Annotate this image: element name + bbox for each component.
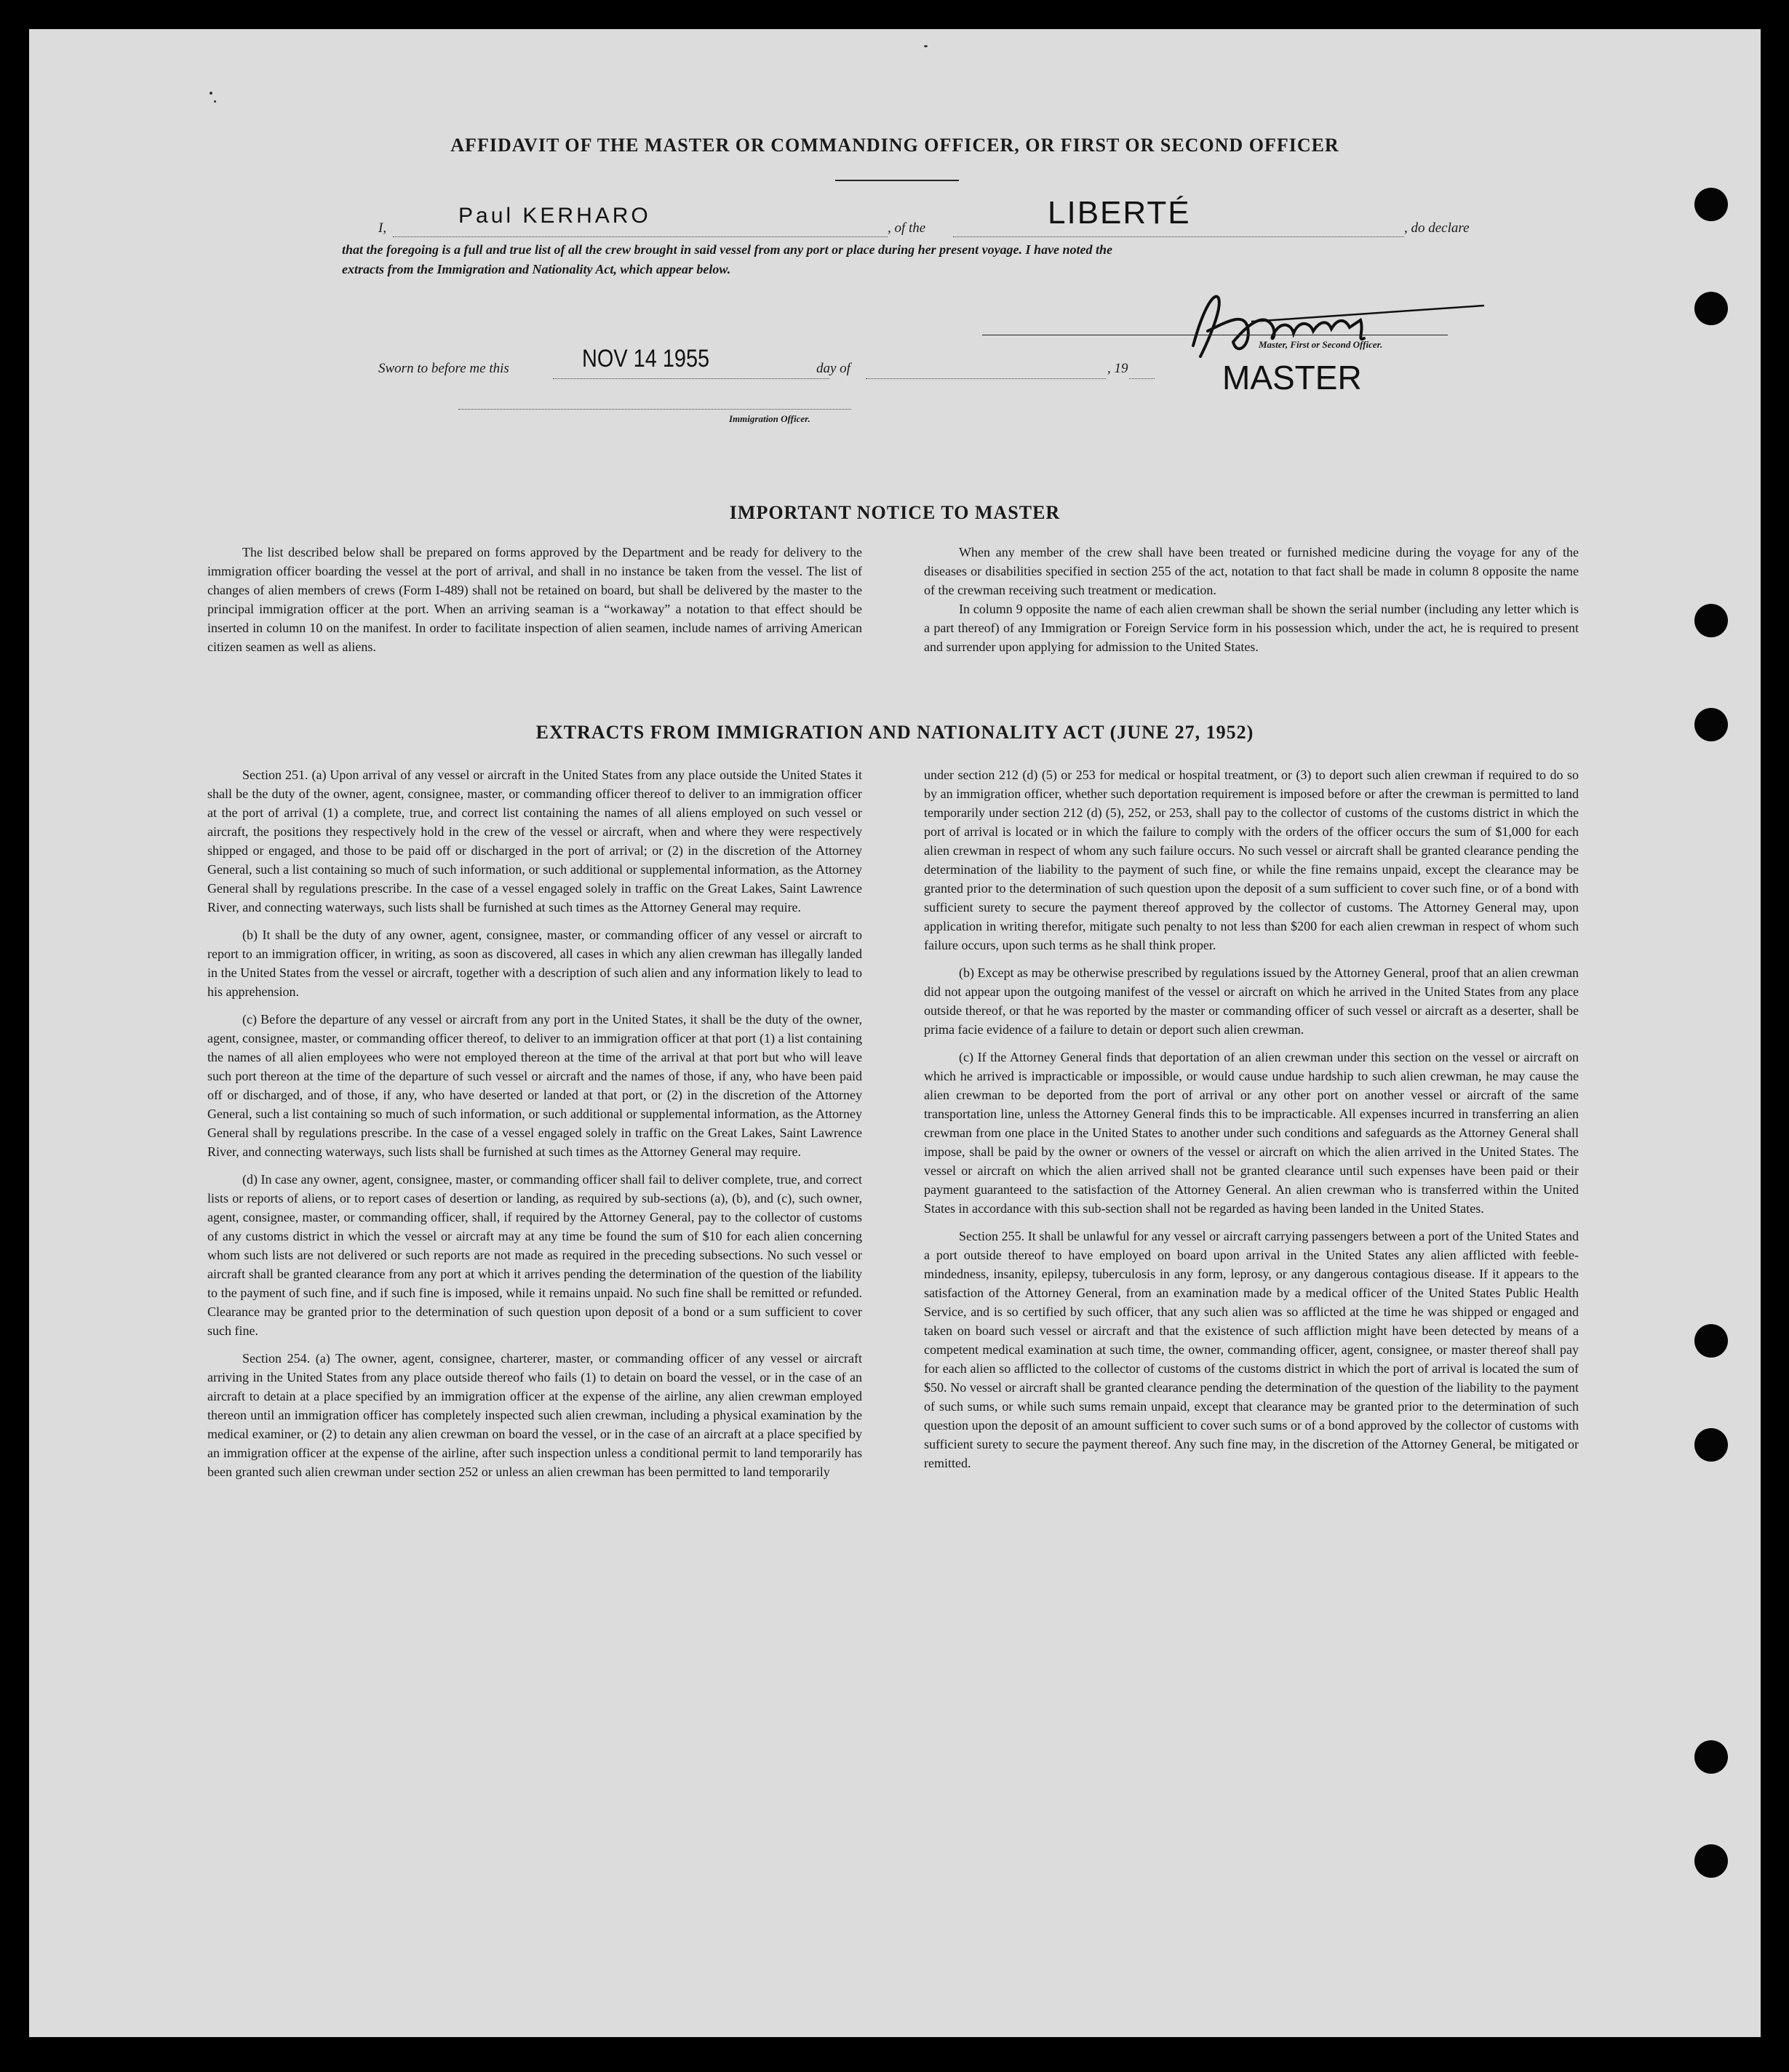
binder-hole	[1694, 1324, 1728, 1358]
master-name-stamp[interactable]: Paul KERHARO	[458, 204, 651, 228]
scan-speck	[924, 45, 928, 47]
notice-left-column	[207, 543, 862, 665]
sworn-date-line	[553, 378, 829, 379]
extracts-right-column	[924, 765, 1579, 1481]
section-paragraph: (c) Before the departure of any vessel or aircraft from any port in the United States, it shall be the duty of the owner, agent, consignee, master, or commanding officer thereof, to deliver to an immigration officer at that port (1) a list containing the names of all alien employees who were not employed thereon at the time of the arrival at that port but who will leave such port thereon at the time of the departure of such vessel or aircraft and the names of those, if any, who have been paid off or discharged, and of those, if any, who have deserted or landed at that port, or (2) in the discretion of the Attorney General, such a list containing so much of such information, or such additional or supplemental information, as the Attorney General shall by regulations prescribe. In the case of a vessel engaged solely in traffic on the Great Lakes, Saint Lawrence River, and connecting waterways, such lists shall be furnished at such times as the Attorney General may require.	[207, 1012, 862, 1159]
title-underline	[835, 180, 959, 181]
immigration-officer-line	[458, 409, 851, 410]
extracts-left-column	[207, 765, 862, 1490]
master-name-line	[393, 236, 888, 237]
declaration-line-3: extracts from the Immigration and Nationality Act, which appear below.	[342, 262, 731, 276]
do-declare-label: , do declare	[1404, 220, 1470, 236]
vessel-name-line	[953, 236, 1404, 237]
section-paragraph: Section 251. (a) Upon arrival of any vessel or aircraft in the United States from any place outside the United States it shall be the duty of the owner, agent, consignee, master, or commanding officer thereof to deliver to an immigration officer at the port of arrival (1) a complete, true, and correct list containing the names of all aliens employed on such vessel or aircraft, the positions they respectively hold in the crew of the vessel or aircraft, when and where they were respectively shipped or engaged, and those to be paid off or discharged in the port of arrival; or (2) in the discretion of the Attorney General, such a list containing so much of such information, or such additional or supplemental information, as the Attorney General shall by regulations prescribe. In the case of a vessel engaged solely in traffic on the Great Lakes, Saint Lawrence River, and connecting waterways, such lists shall be furnished at such times as the Attorney General may require.	[207, 768, 862, 915]
notice-right-paragraph: When any member of the crew shall have been treated or furnished medicine during the voyage for any of the diseases or disabilities specified in section 255 of the act, notation to that fact shall be made in column 8 opposite the name of the crewman receiving such treatment or medication.	[924, 545, 1579, 597]
document-page	[29, 29, 1761, 2037]
day-of-line	[866, 378, 1106, 379]
notice-left-paragraph: The list described below shall be prepared on forms approved by the Department and be ready for delivery to the immigration officer boarding the vessel at the port of arrival, and shall in no instance be taken from the vessel. The list of changes of alien members of crews (Form I-489) shall not be retained on board, but shall be delivered by the master to the principal immigration officer at the port. When an arriving seaman is a “workaway” a notation to that effect should be inserted in column 10 on the manifest. In order to facilitate inspection of alien seamen, include names of arriving American citizen seamen as well as aliens.	[207, 545, 862, 654]
extracts-title: EXTRACTS FROM IMMIGRATION AND NATIONALITY ACT (JUNE 27, 1952)	[535, 722, 1254, 743]
binder-hole	[1694, 292, 1728, 325]
section-paragraph: (b) It shall be the duty of any owner, agent, consignee, master, or commanding officer of any vessel or aircraft to report to an immigration officer, in writing, as soon as discovered, all cases in which any alien crewman has illegally landed in the United States from the vessel or aircraft, together with a description of such alien and any information likely to lead to his apprehension.	[207, 928, 862, 999]
sworn-label: Sworn to before me this	[378, 361, 509, 376]
master-signature	[1164, 276, 1499, 371]
binder-hole	[1694, 604, 1728, 637]
notice-right-paragraph: In column 9 opposite the name of each alien crewman shall be shown the serial number (including any letter which is a part thereof) of any Immigration or Foreign Service form in his possession which, under the act, he is required to present and surrender upon applying for admission to the United States.	[924, 602, 1579, 654]
notice-title: IMPORTANT NOTICE TO MASTER	[729, 502, 1061, 523]
sworn-date-stamp[interactable]: NOV 14 1955	[582, 345, 710, 372]
binder-hole	[1694, 1740, 1728, 1774]
of-the-label: , of the	[888, 220, 926, 236]
scan-speck	[214, 100, 216, 103]
notice-right-column	[924, 543, 1579, 665]
i-label: I,	[378, 220, 387, 236]
section-paragraph: Section 255. It shall be unlawful for any vessel or aircraft carrying passengers between a port of the United States and a port outside thereof to have employed on board upon arrival in the United States any alien afflicted with feeble-mindedness, insanity, epilepsy, tuberculosis in any form, leprosy, or any dangerous contagious disease. If it appears to the satisfaction of the Attorney General, from an examination made by a medical officer of the United States Public Health Service, and is so certified by such officer, that any such alien was so afflicted at the time he was shipped or engaged and taken on board such vessel or aircraft and that the existence of such affliction might have been detected by means of a competent medical examination at such time, the owner, commanding officer, agent, consignee, or master thereof shall pay for each alien so afflicted to the collector of customs of the customs district in which the port of arrival is located the sum of $50. No vessel or aircraft shall be granted clearance pending the determination of the question of the liability to the payment of such sums, or while such sums remain unpaid, except that clearance may be granted prior to the determination of such question upon the deposit of an amount sufficient to cover such sums or of a bond approved by the collector of customs with sufficient surety to secure the payment thereof. Any such fine may, in the discretion of the Attorney General, be mitigated or remitted.	[924, 1229, 1579, 1470]
vessel-name-stamp[interactable]: LIBERTÉ	[1048, 195, 1191, 231]
year-line	[1129, 378, 1155, 379]
section-paragraph: (b) Except as may be otherwise prescribed by regulations issued by the Attorney General, proof that an alien crewman did not appear upon the outgoing manifest of the vessel or aircraft on which he arrived in the United States from any place outside thereof, or that he was reported by the master or commanding officer of such vessel or aircraft as a deserter, shall be prima facie evidence of a failure to detain or deport such alien crewman.	[924, 965, 1579, 1037]
rank-stamp: MASTER	[1222, 359, 1362, 397]
day-of-label: day of	[816, 361, 850, 376]
scan-speck	[210, 92, 212, 95]
declaration-line-2: that the foregoing is a full and true list of all the crew brought in said vessel from any port or place during her present voyage. I have noted the	[342, 242, 1113, 257]
section-paragraph: (c) If the Attorney General finds that deportation of an alien crewman under this section on the vessel or aircraft on which he arrived is impracticable or impossible, or would cause undue hardship to such alien crewman, he may cause the alien crewman to be deported from the port of arrival or any other port on another vessel or aircraft of the same transportation line, unless the Attorney General finds this to be impracticable. All expenses incurred in transferring an alien crewman from one place in the United States to another under such conditions and safeguards as the Attorney General shall impose, shall be paid by the owner or owners of the vessel or aircraft on which the alien arrived in the United States. The vessel or aircraft on which the alien arrived shall not be granted clearance until such expenses have been paid or their payment guaranteed to the satisfaction of the Attorney General. An alien crewman who is transferred within the United States in accordance with this sub-section shall not be regarded as having been landed in the United States.	[924, 1050, 1579, 1216]
immigration-officer-label: Immigration Officer.	[729, 413, 810, 424]
section-paragraph: Section 254. (a) The owner, agent, consignee, charterer, master, or commanding officer of any vessel or aircraft arriving in the United States from any place outside thereof who fails (1) to detain on board the vessel, or in the case of an aircraft to detain at a place specified by an immigration officer at the expense of the airline, any alien crewman employed thereon until an immigration officer has completely inspected such alien crewman, including a physical examination by the medical examiner, or (2) to detain any alien crewman on board the vessel, or in the case of an aircraft at a place specified by an immigration officer at the expense of the airline, after such inspection unless a conditional permit to land temporarily has been granted such alien crewman under section 252 or unless an alien crewman has been permitted to land temporarily	[207, 1351, 862, 1479]
affidavit-title: AFFIDAVIT OF THE MASTER OR COMMANDING OFFICER, OR FIRST OR SECOND OFFICER	[450, 135, 1339, 156]
binder-hole	[1694, 1428, 1728, 1462]
section-paragraph: (d) In case any owner, agent, consignee, master, or commanding officer shall fail to deliver complete, true, and correct lists or reports of aliens, or to report cases of desertion or landing, as required by sub-sections (a), (b), and (c), such owner, agent, consignee, master, or commanding officer, shall, if required by the Attorney General, pay to the collector of customs of any customs district in which the vessel or aircraft may at any time be found the sum of $10 for each alien concerning whom such lists are not delivered or such reports are not made as required in the preceding subsections. No such vessel or aircraft shall be granted clearance from any port at which it arrives pending the determination of the question of the liability to the payment of such fine, and if such fine is imposed, while it remains unpaid. No such fine shall be remitted or refunded. Clearance may be granted prior to the determination of such question upon deposit of a bond or a sum sufficient to cover such fine.	[207, 1172, 862, 1338]
signature-caption: Master, First or Second Officer.	[1259, 339, 1383, 350]
section-paragraph: under section 212 (d) (5) or 253 for medical or hospital treatment, or (3) to deport such alien crewman if required to do so by an immigration officer, whether such deportation requirement is imposed before or after the crewman is permitted to land temporarily under section 212 (d) (5), 252, or 253, shall pay to the collector of customs of the customs district in which the port of arrival is located or in which the failure to comply with the orders of the officer occurs the sum of $1,000 for each alien crewman in respect of whom any such failure occurs. No such vessel or aircraft shall be granted clearance pending the determination of the liability to the payment of such fine, or while the fine remains unpaid, except the clearance may be granted prior to the determination of such question upon the deposit of a sum sufficient to cover such fine, or of a bond with sufficient surety to secure the payment thereof approved by the collector of customs. The Attorney General may, upon application in writing therefor, mitigate such penalty to not less than $200 for each alien crewman in respect of whom such failure occurs, upon such terms as he shall think proper.	[924, 768, 1579, 952]
binder-hole	[1694, 188, 1728, 221]
year-label: , 19	[1107, 361, 1128, 376]
binder-hole	[1694, 1844, 1728, 1878]
